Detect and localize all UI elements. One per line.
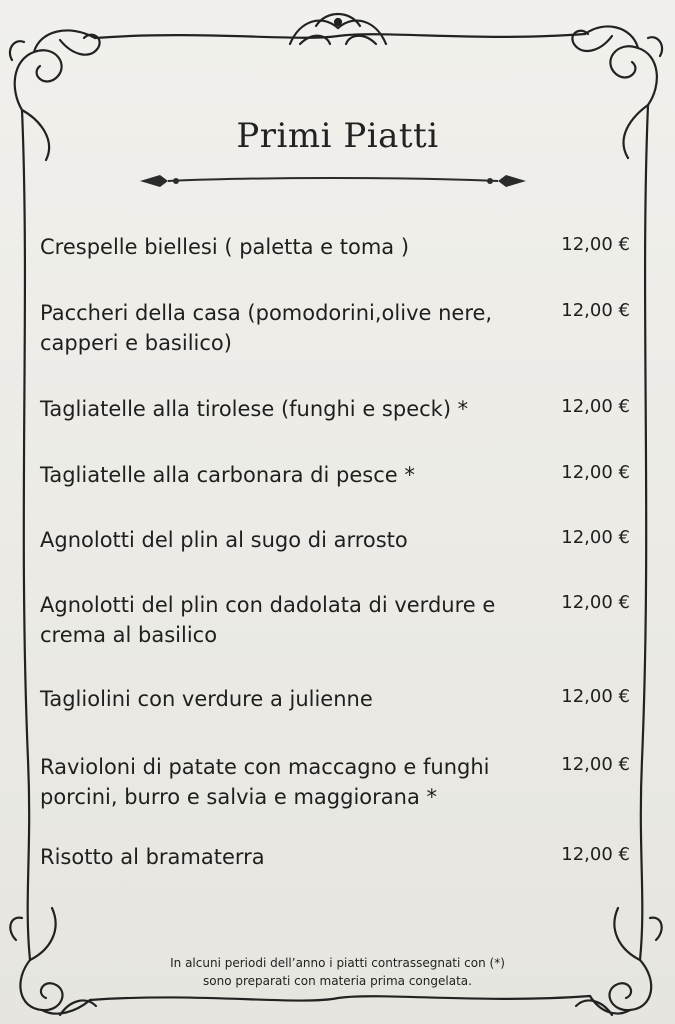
- page-title: Primi Piatti: [236, 116, 439, 156]
- dish-price: 12,00 €: [561, 592, 630, 613]
- footnote-line: In alcuni periodi dell’anno i piatti contrassegnati con (*): [170, 956, 505, 970]
- footnote: [100, 954, 575, 990]
- dish-price: 12,00 €: [561, 234, 630, 255]
- dish-price: 12,00 €: [561, 396, 630, 417]
- dish-price: 12,00 €: [561, 527, 630, 548]
- dish-name: Tagliatelle alla tirolese (funghi e speck) *: [40, 397, 469, 421]
- dish-price: 12,00 €: [561, 300, 630, 321]
- dish-name: Tagliolini con verdure a julienne: [40, 687, 373, 711]
- dish-name: Agnolotti del plin al sugo di arrosto: [40, 528, 408, 552]
- footnote-line: sono preparati con materia prima congelata.: [203, 974, 472, 988]
- dish-price: 12,00 €: [561, 462, 630, 483]
- dish-name: Risotto al bramaterra: [40, 845, 265, 869]
- dish-price: 12,00 €: [561, 754, 630, 775]
- dish-price: 12,00 €: [561, 844, 630, 865]
- dish-name: Ravioloni di patate con maccagno e funghi porcini, burro e salvia e maggiorana *: [40, 755, 490, 809]
- dish-name: Agnolotti del plin con dadolata di verdure e crema al basilico: [40, 593, 496, 647]
- dish-name: Tagliatelle alla carbonara di pesce *: [40, 463, 415, 487]
- dish-name: Crespelle biellesi ( paletta e toma ): [40, 235, 410, 259]
- dish-name: Paccheri della casa (pomodorini,olive nere, capperi e basilico): [40, 301, 493, 355]
- dish-price: 12,00 €: [561, 686, 630, 707]
- title-divider: [138, 166, 528, 196]
